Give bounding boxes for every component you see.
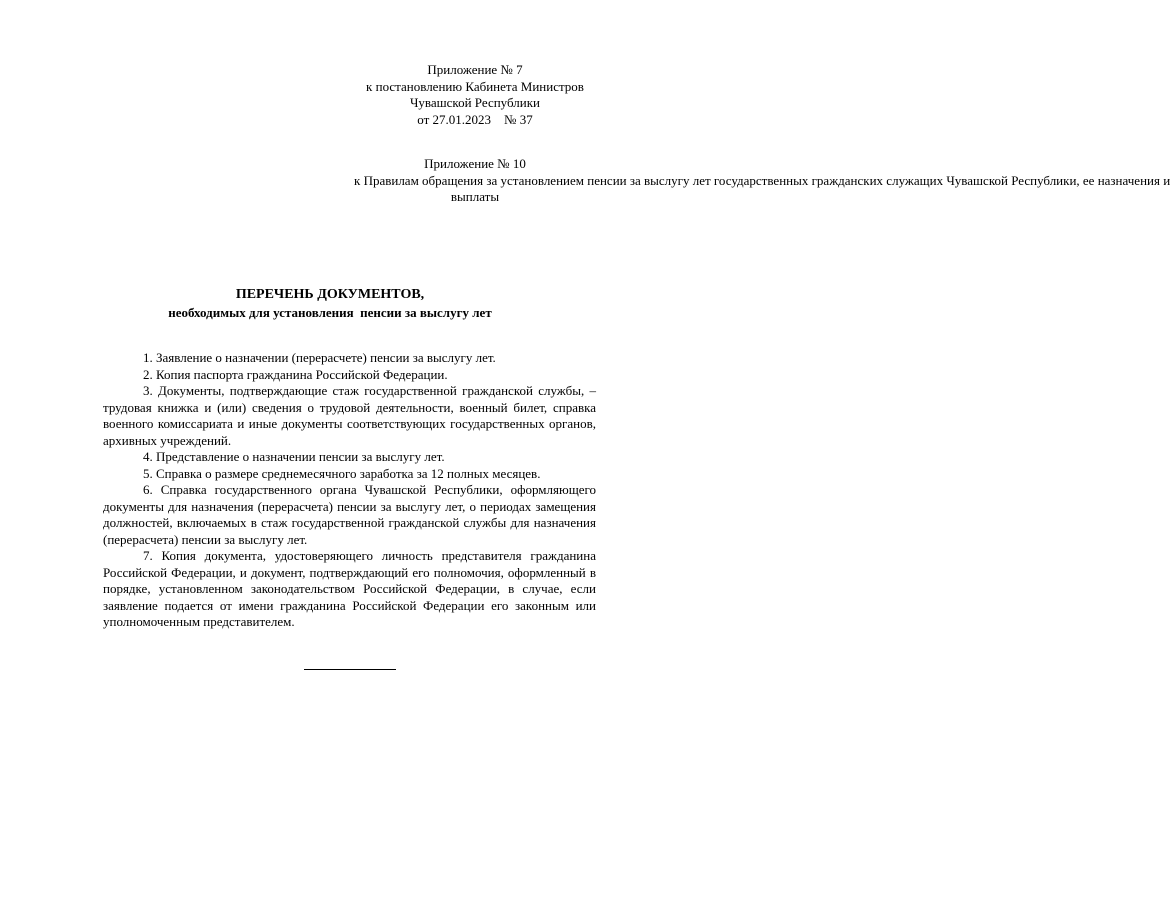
annex-10-rules: к Правилам обращения за установлением пенсии за выслугу лет государственных гражданских служащих Чувашской Республики, ее назначения и xyxy=(354,172,1170,188)
closing-divider xyxy=(304,669,396,670)
list-item-1: 1. Заявление о назначении (перерасчете) пенсии за выслугу лет. xyxy=(143,350,496,365)
list-item-2: 2. Копия паспорта гражданина Российской Федерации. xyxy=(143,366,448,382)
documents-list xyxy=(103,350,596,631)
annex-7-date: от 27.01.2023 № 37 xyxy=(417,111,533,127)
annex-7-decree: к постановлению Кабинета Министров xyxy=(366,78,584,94)
annex-10-tail: выплаты xyxy=(450,189,500,204)
title-main: ПЕРЕЧЕНЬ ДОКУМЕНТОВ, xyxy=(235,287,425,302)
list-item-6: 6. Справка государственного органа Чувашской Республики, оформляющего документы для назначения (перерасчета) пенсии за выслугу лет, о периодах замещения должностей, включаемых в стаж государственной гражданской службы для назначения (перерасчета) пенсии за выслугу лет. xyxy=(103,482,596,547)
annex-10-number: Приложение № 10 xyxy=(424,156,526,171)
annex-7-block xyxy=(350,62,600,128)
list-item-5: 5. Справка о размере среднемесячного заработка за 12 полных месяцев. xyxy=(143,465,541,481)
annex-10-block xyxy=(354,156,1170,206)
document-title xyxy=(60,286,600,322)
annex-7-number: Приложение № 7 xyxy=(427,62,523,77)
annex-7-republic: Чувашской Республики xyxy=(409,95,541,110)
title-sub: необходимых для установления пенсии за выслугу лет xyxy=(168,305,492,320)
list-item-3: 3. Документы, подтверждающие стаж государственной гражданской службы, – трудовая книжка и (или) сведения о трудовой деятельности, военный билет, справка военного комиссариата и иные документы соответствующих государственных органов, архивных учреждений. xyxy=(103,383,596,448)
list-item-4: 4. Представление о назначении пенсии за выслугу лет. xyxy=(143,449,445,464)
list-item-7: 7. Копия документа, удостоверяющего личность представителя гражданина Российской Федерации, и документ, подтверждающий его полномочия, оформленный в порядке, установленном законодательством Российской Федерации, в случае, если заявление подается от имени гражданина Российской Федерации его законным или уполномоченным представителем. xyxy=(103,548,596,629)
